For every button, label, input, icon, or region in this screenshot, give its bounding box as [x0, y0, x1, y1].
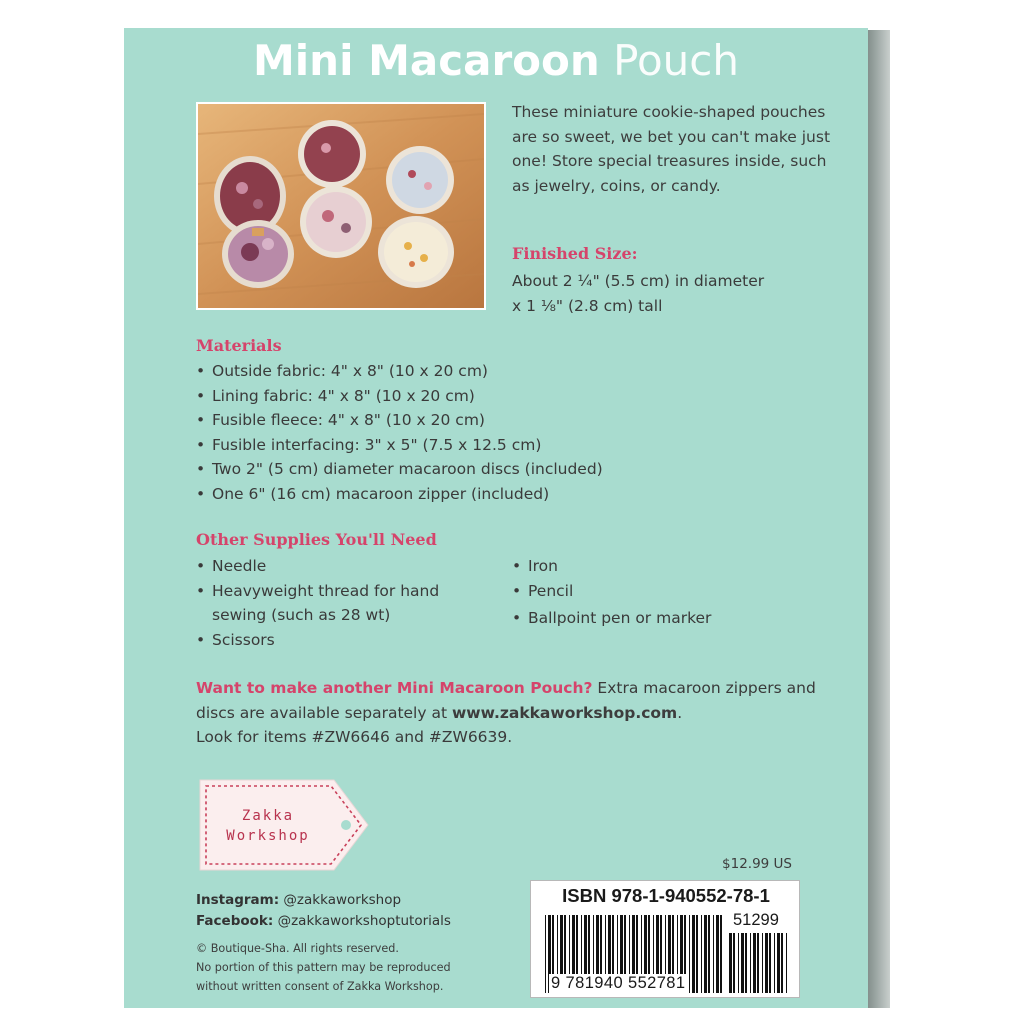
page-edge-shadow	[866, 30, 890, 1008]
barcode-bar	[713, 915, 714, 993]
intro-text: These miniature cookie-shaped pouches are so sweet, we bet you can't make just one! Store special treasures inside, such as jewelry, coins, or candy.	[512, 103, 831, 195]
facebook-label: Facebook:	[196, 913, 274, 929]
barcode-bar	[745, 933, 747, 993]
copyright-line2: No portion of this pattern may be reproduced	[196, 961, 451, 974]
finished-size-heading: Finished Size:	[512, 244, 638, 263]
social-links	[196, 890, 451, 932]
other-supplies-list-col2	[512, 554, 812, 631]
isbn-barcode	[530, 880, 800, 998]
barcode-bar	[774, 933, 775, 993]
instagram-handle[interactable]: @zakkaworkshop	[279, 892, 402, 908]
copyright-line1: © Boutique-Sha. All rights reserved.	[196, 942, 399, 955]
finished-size-text	[512, 269, 842, 318]
barcode-bar	[777, 933, 780, 993]
cta-period: .	[677, 703, 683, 722]
cta-items: Look for items #ZW6646 and #ZW6639.	[196, 728, 513, 746]
barcode-bar	[769, 933, 771, 993]
instagram-line	[196, 890, 451, 911]
list-item: • Needle	[196, 554, 496, 579]
cta-text: Extra macaroon zippers and discs are available separately at	[196, 679, 816, 722]
logo-word-1: Zakka	[241, 808, 295, 824]
facebook-handle[interactable]: @zakkaworkshoptutorials	[273, 913, 451, 929]
pattern-back-cover	[124, 28, 868, 1008]
materials-heading: Materials	[196, 336, 282, 355]
macaroon-pouches-illustration	[198, 104, 484, 308]
list-item: • Heavyweight thread for hand sewing (such as 28 wt)	[196, 579, 496, 628]
finished-size-line1: About 2 ¼" (5.5 cm) in diameter	[512, 272, 765, 290]
barcode-bar	[701, 915, 702, 993]
list-item: • Pencil	[512, 579, 812, 604]
copyright-notice	[196, 939, 496, 996]
barcode-bar	[741, 933, 744, 993]
finished-size-line2: x 1 ⅛" (2.8 cm) tall	[512, 296, 663, 315]
list-item: • One 6" (16 cm) macaroon zipper (included)	[196, 482, 756, 507]
barcode-bar	[720, 915, 722, 993]
barcode-bar	[765, 933, 768, 993]
barcode-bar	[738, 933, 739, 993]
zakka-workshop-logo-tag	[196, 776, 372, 874]
barcode-digits: 9 781940 552781	[551, 974, 686, 992]
barcode-bar	[708, 915, 710, 993]
materials-list	[196, 359, 756, 506]
barcode-addon-bars	[729, 933, 787, 993]
barcode-bar	[696, 915, 698, 993]
title-light: Pouch	[613, 36, 740, 85]
price-label: $12.99 US	[722, 856, 792, 872]
barcode-bar	[753, 933, 756, 993]
list-item: • Scissors	[196, 628, 496, 653]
barcode-bar	[757, 933, 759, 993]
copyright-line3: without written consent of Zakka Workshop.	[196, 980, 444, 993]
barcode-bar	[781, 933, 783, 993]
instagram-label: Instagram:	[196, 892, 280, 908]
title-bold: Mini Macaroon	[252, 36, 600, 85]
list-item: • Fusible fleece: 4" x 8" (10 x 20 cm)	[196, 408, 756, 433]
other-supplies-heading: Other Supplies You'll Need	[196, 530, 437, 549]
isbn-text: ISBN 978-1-940552-78-1	[562, 885, 770, 906]
website-link[interactable]: www.zakkaworkshop.com	[451, 703, 678, 722]
list-item: • Fusible interfacing: 3" x 5" (7.5 x 12.5 cm)	[196, 433, 756, 458]
product-photo	[196, 102, 486, 310]
other-supplies-list-col1	[196, 554, 496, 652]
page-title	[124, 36, 868, 85]
barcode-bar	[750, 933, 751, 993]
cta-lead: Want to make another Mini Macaroon Pouch?	[196, 679, 593, 697]
barcode-bar	[786, 933, 787, 993]
barcode-bar	[704, 915, 707, 993]
list-item: • Outside fabric: 4" x 8" (10 x 20 cm)	[196, 359, 756, 384]
barcode-bar	[545, 915, 546, 993]
barcode-addon-code: 51299	[733, 911, 779, 929]
list-item: • Two 2" (5 cm) diameter macaroon discs (included)	[196, 457, 756, 482]
cta-paragraph	[196, 676, 836, 750]
facebook-line	[196, 911, 451, 932]
list-item: • Iron	[512, 554, 812, 579]
logo-word-2: Workshop	[226, 828, 310, 844]
barcode-bar	[729, 933, 732, 993]
list-item: • Ballpoint pen or marker	[512, 606, 812, 631]
list-item: • Lining fabric: 4" x 8" (10 x 20 cm)	[196, 384, 756, 409]
barcode-bar	[689, 915, 690, 993]
barcode-bar	[762, 933, 763, 993]
barcode-bar	[716, 915, 719, 993]
barcode-bar	[692, 915, 695, 993]
barcode-bar	[733, 933, 735, 993]
